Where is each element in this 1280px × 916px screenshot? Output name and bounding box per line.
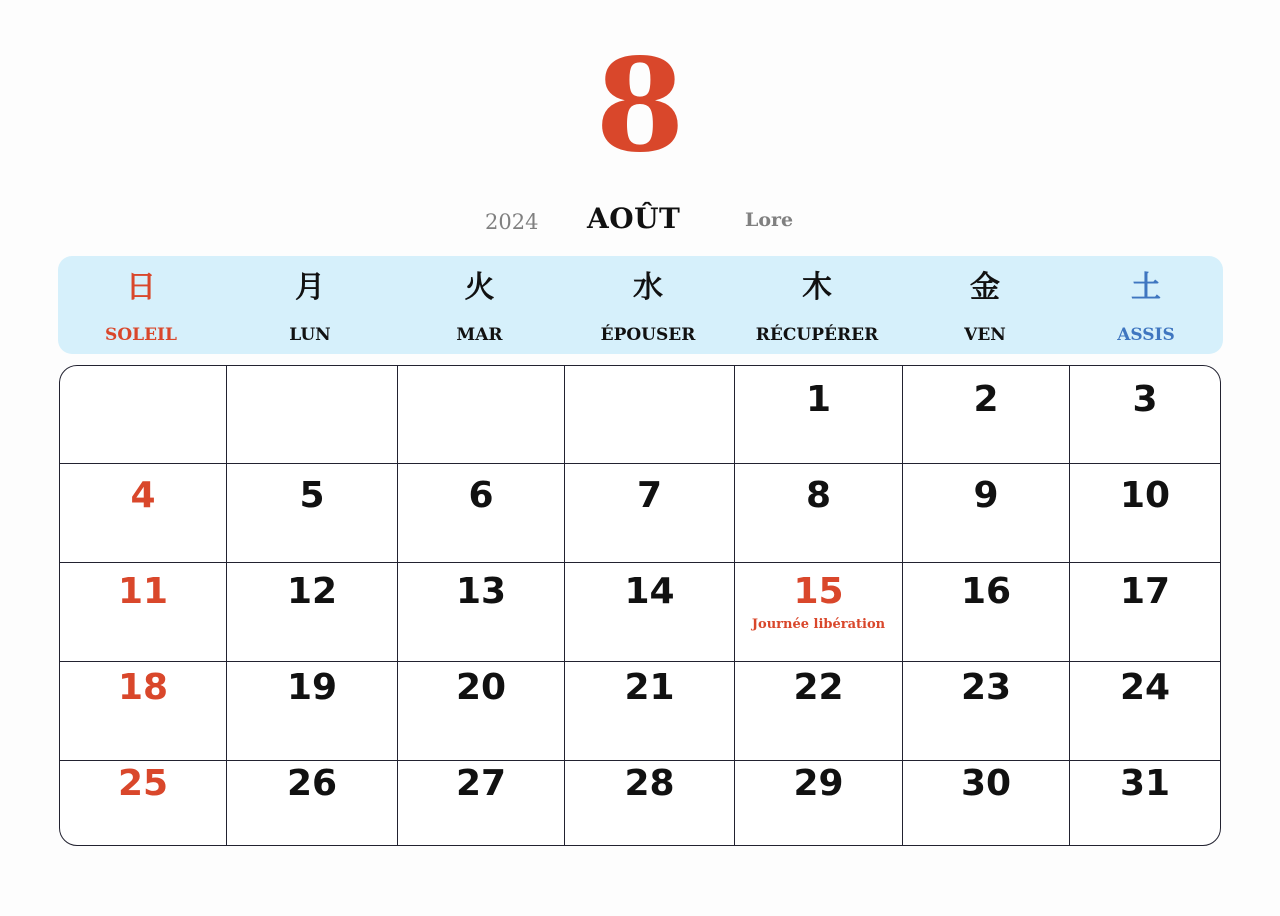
- day-number: 1: [805, 379, 832, 420]
- holiday-label: Journée libération: [751, 617, 886, 632]
- weekday-name: LUN: [289, 325, 331, 345]
- day-number: 3: [1132, 379, 1158, 420]
- weekday-glyph: 月: [295, 270, 325, 305]
- day-cell[interactable]: [565, 764, 734, 804]
- day-number: 27: [455, 763, 507, 804]
- day-cell[interactable]: [398, 764, 564, 804]
- weekday-tuesday: [396, 256, 563, 354]
- day-cell[interactable]: [1070, 380, 1220, 420]
- weekday-glyph: 火: [464, 270, 495, 305]
- weekday-glyph: 日: [126, 270, 156, 305]
- day-cell[interactable]: [60, 476, 226, 516]
- day-number: 18: [117, 667, 169, 708]
- weekday-glyph: 水: [633, 270, 663, 305]
- day-number: 8: [805, 475, 832, 516]
- day-number: 19: [286, 667, 338, 708]
- day-number: 13: [455, 571, 507, 612]
- weekday-name: VEN: [964, 325, 1006, 345]
- grid-row-divider: [60, 760, 1220, 761]
- calendar-grid: [59, 365, 1221, 846]
- day-cell[interactable]: [60, 668, 226, 708]
- day-cell[interactable]: [903, 572, 1069, 612]
- day-cell[interactable]: [903, 476, 1069, 516]
- day-number: 5: [299, 475, 325, 516]
- weekday-glyph: 土: [1131, 270, 1161, 305]
- weekday-sunday: [58, 256, 224, 354]
- weekday-name: RÉCUPÉRER: [755, 325, 879, 345]
- weekday-name: ÉPOUSER: [600, 325, 696, 345]
- day-number: 10: [1119, 475, 1171, 516]
- day-number: 23: [960, 667, 1012, 708]
- day-number: 29: [793, 763, 844, 804]
- day-cell[interactable]: [735, 476, 902, 516]
- grid-row-divider: [60, 463, 1220, 464]
- day-cell[interactable]: [565, 476, 734, 516]
- day-cell[interactable]: [227, 572, 397, 612]
- title-row: [0, 200, 1280, 240]
- day-cell[interactable]: [1070, 476, 1220, 516]
- year-label: 2024: [485, 210, 539, 234]
- day-number: 17: [1119, 571, 1171, 612]
- day-number: 12: [286, 571, 338, 612]
- day-cell[interactable]: [735, 764, 902, 804]
- weekday-name: SOLEIL: [105, 325, 177, 345]
- day-cell[interactable]: [60, 572, 226, 612]
- day-number: 16: [960, 571, 1012, 612]
- day-cell[interactable]: [227, 476, 397, 516]
- day-cell[interactable]: [903, 764, 1069, 804]
- day-number: 20: [455, 667, 507, 708]
- day-number: 14: [624, 571, 675, 612]
- weekday-name: ASSIS: [1117, 325, 1175, 345]
- day-number: 15: [793, 571, 844, 612]
- day-cell[interactable]: [565, 572, 734, 612]
- day-cell[interactable]: [1070, 764, 1220, 804]
- weekday-thursday: [733, 256, 901, 354]
- day-number: 11: [117, 571, 169, 612]
- weekday-friday: [901, 256, 1069, 354]
- month-name: AOÛT: [587, 202, 681, 235]
- day-number: 7: [636, 475, 663, 516]
- month-number: 8: [595, 31, 685, 181]
- day-cell[interactable]: [60, 764, 226, 804]
- day-cell[interactable]: [735, 668, 902, 708]
- day-number: 28: [624, 763, 675, 804]
- day-number: 25: [117, 763, 169, 804]
- day-cell[interactable]: [903, 668, 1069, 708]
- weekday-glyph: 木: [802, 270, 832, 305]
- weekday-monday: [224, 256, 396, 354]
- day-cell[interactable]: [565, 668, 734, 708]
- day-cell[interactable]: [227, 764, 397, 804]
- day-number: 6: [468, 475, 494, 516]
- grid-row-divider: [60, 562, 1220, 563]
- day-cell[interactable]: [735, 380, 902, 420]
- day-cell[interactable]: [227, 668, 397, 708]
- day-number: 21: [624, 667, 675, 708]
- day-cell-holiday[interactable]: [735, 572, 902, 634]
- day-number: 24: [1119, 667, 1171, 708]
- weekday-glyph: 金: [970, 270, 1000, 305]
- day-number: 30: [960, 763, 1012, 804]
- day-cell[interactable]: [398, 668, 564, 708]
- day-number: 2: [973, 379, 999, 420]
- weekday-header: [58, 256, 1223, 354]
- day-cell[interactable]: [903, 380, 1069, 420]
- weekday-wednesday: [563, 256, 733, 354]
- day-cell[interactable]: [1070, 668, 1220, 708]
- subtitle-label: Lore: [745, 209, 794, 231]
- weekday-saturday: [1069, 256, 1223, 354]
- day-cell[interactable]: [1070, 572, 1220, 612]
- day-number: 22: [793, 667, 844, 708]
- grid-row-divider: [60, 661, 1220, 662]
- day-number: 4: [130, 475, 156, 516]
- weekday-name: MAR: [456, 325, 503, 345]
- day-number: 9: [973, 475, 999, 516]
- day-cell[interactable]: [398, 572, 564, 612]
- day-cell[interactable]: [398, 476, 564, 516]
- day-number: 31: [1119, 763, 1171, 804]
- day-number: 26: [286, 763, 338, 804]
